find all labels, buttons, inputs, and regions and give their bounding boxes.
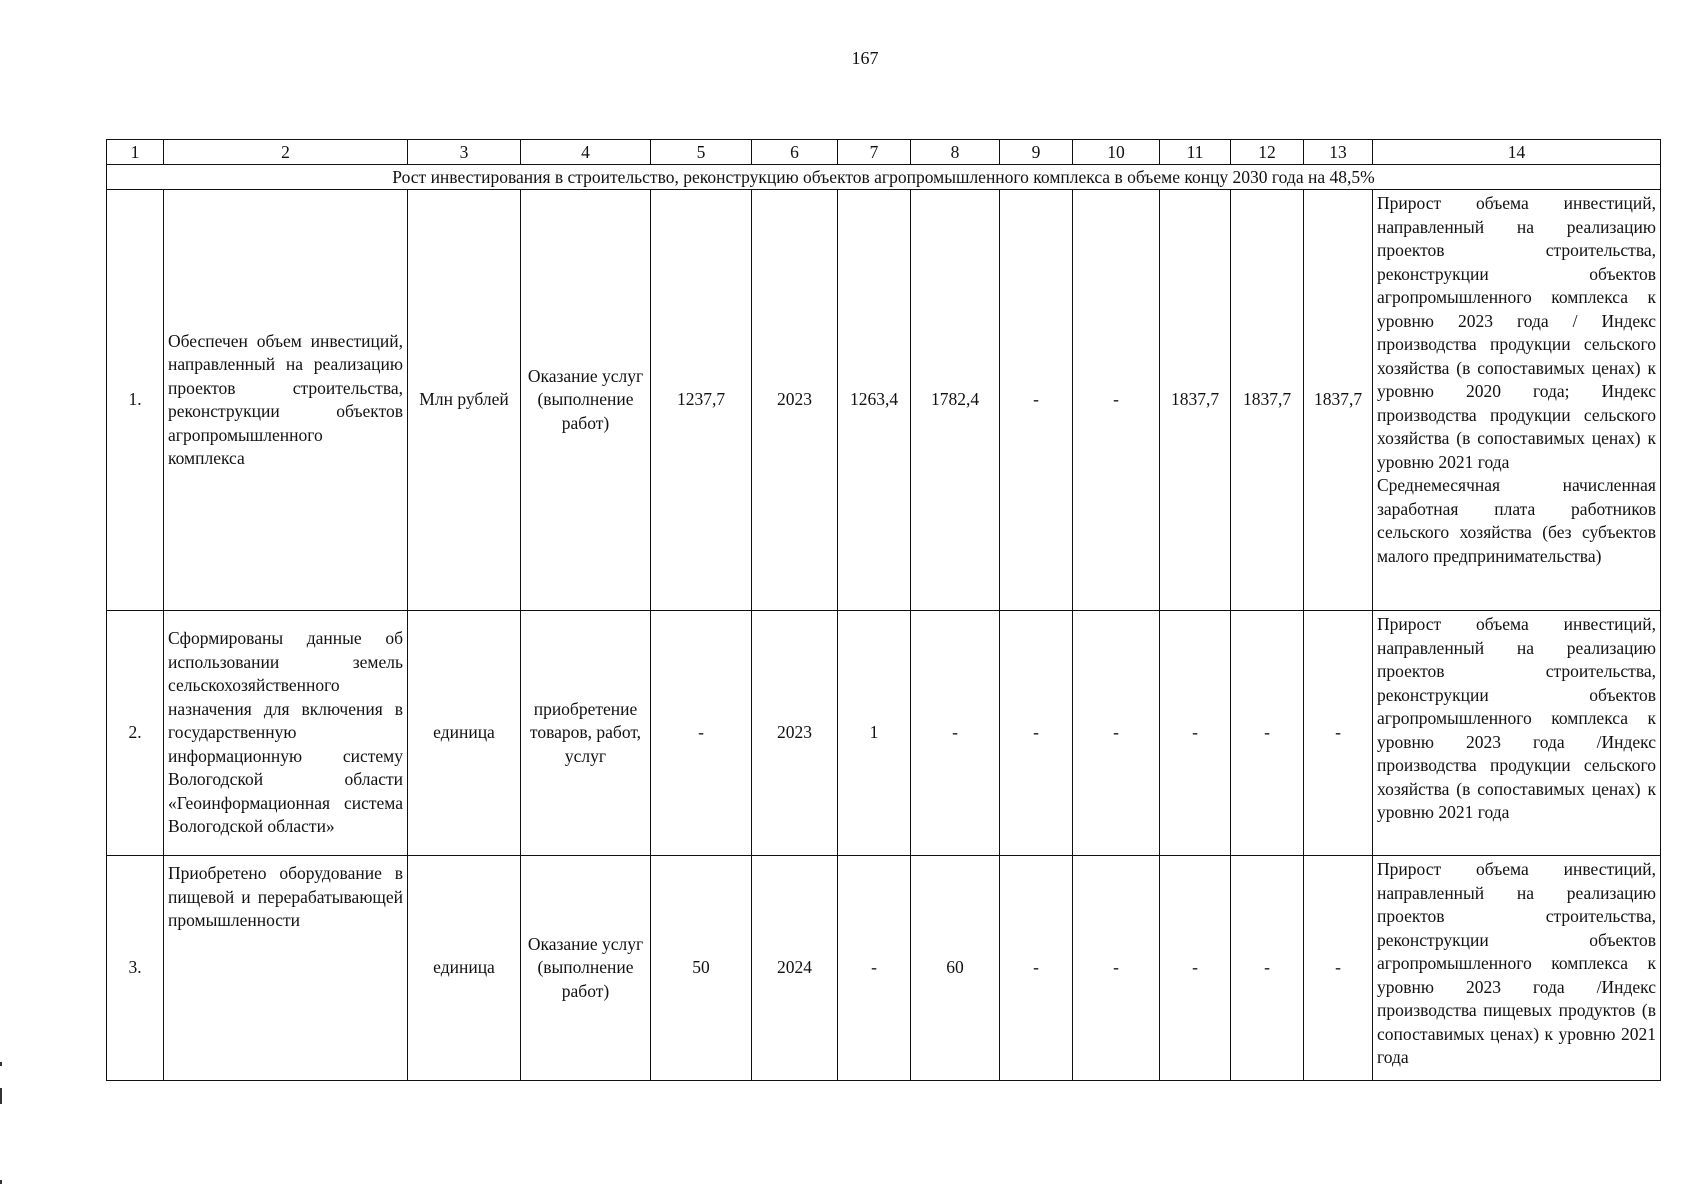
result-description: Обеспечен объем инвестиций, направленный на реализацию проектов строительства, реконструкции объектов агропромышленного комплекса: [164, 190, 408, 611]
table-row: [107, 856, 1661, 1081]
header-cell: 7: [838, 140, 911, 165]
indicator-note-text: Прирост объема инвестиций, направленный на реализацию проектов строительства, реконструкции объектов агропромышленного комплекса к уровню 2023 года / Индекс производства продукции сельского хозяйства (в сопоставимых ценах) к уровню 2020 года; Индекс производства продукции сельского хозяйства (в сопоставимых ценах) к уровню 2021 года: [1377, 193, 1656, 472]
value-cell: 50: [651, 856, 752, 1081]
value-cell: -: [1304, 856, 1373, 1081]
row-number: 2.: [107, 611, 164, 856]
indicator-note: Прирост объема инвестиций, направленный на реализацию проектов строительства, реконструкции объектов агропромышленного комплекса к уровню 2023 года /Индекс производства пищевых продуктов (в сопоставимых ценах) к уровню 2021 года: [1373, 856, 1661, 1081]
result-description: Сформированы данные об использовании земель сельскохозяйственного назначения для включения в государственную информационную систему Вологодской области «Геоинформационная система Вологодской области»: [164, 611, 408, 856]
value-cell: 1: [838, 611, 911, 856]
value-cell: 1837,7: [1160, 190, 1231, 611]
value-cell: -: [1073, 856, 1160, 1081]
value-cell: 1837,7: [1304, 190, 1373, 611]
page-number: 167: [851, 48, 879, 68]
value-cell: 1263,4: [838, 190, 911, 611]
unit-cell: Млн рублей: [408, 190, 521, 611]
value-cell: -: [1231, 856, 1304, 1081]
value-cell: -: [1160, 856, 1231, 1081]
value-cell: -: [1073, 190, 1160, 611]
table-row: [107, 190, 1661, 611]
unit-cell: единица: [408, 611, 521, 856]
value-cell: -: [1231, 611, 1304, 856]
value-cell: -: [651, 611, 752, 856]
value-cell: -: [1000, 611, 1073, 856]
header-cell: 10: [1073, 140, 1160, 165]
type-cell: Оказание услуг (выполнение работ): [521, 190, 651, 611]
section-row: [107, 165, 1661, 190]
type-cell: Оказание услуг (выполнение работ): [521, 856, 651, 1081]
header-cell: 2: [164, 140, 408, 165]
header-cell: 3: [408, 140, 521, 165]
header-cell: 1: [107, 140, 164, 165]
indicator-note: [1373, 190, 1661, 611]
type-cell: приобретение товаров, работ, услуг: [521, 611, 651, 856]
header-cell: 11: [1160, 140, 1231, 165]
value-cell: -: [838, 856, 911, 1081]
value-cell: -: [1073, 611, 1160, 856]
table-row: [107, 611, 1661, 856]
header-cell: 13: [1304, 140, 1373, 165]
value-cell: -: [1160, 611, 1231, 856]
header-cell: 8: [911, 140, 1000, 165]
indicator-note-text: Среднемесячная начисленная заработная плата работников сельского хозяйства (без субъектов малого предпринимательства): [1377, 475, 1656, 566]
indicators-table: [106, 139, 1661, 1081]
scan-margin-mark: [0, 1088, 2, 1104]
unit-cell: единица: [408, 856, 521, 1081]
header-cell: 4: [521, 140, 651, 165]
scan-margin-mark: [0, 1180, 2, 1184]
result-description: Приобретено оборудование в пищевой и перерабатывающей промышленности: [164, 856, 408, 1081]
value-cell: -: [1000, 856, 1073, 1081]
value-cell: 2023: [752, 611, 838, 856]
row-number: 1.: [107, 190, 164, 611]
scan-margin-mark: [0, 1062, 2, 1066]
header-row: [107, 140, 1661, 165]
value-cell: 2024: [752, 856, 838, 1081]
value-cell: 1782,4: [911, 190, 1000, 611]
value-cell: 1237,7: [651, 190, 752, 611]
value-cell: 60: [911, 856, 1000, 1081]
value-cell: -: [1000, 190, 1073, 611]
value-cell: 1837,7: [1231, 190, 1304, 611]
value-cell: 2023: [752, 190, 838, 611]
section-title: Рост инвестирования в строительство, реконструкцию объектов агропромышленного комплекса в объеме концу 2030 года на 48,5%: [107, 165, 1661, 190]
row-number: 3.: [107, 856, 164, 1081]
value-cell: -: [1304, 611, 1373, 856]
header-cell: 9: [1000, 140, 1073, 165]
header-cell: 6: [752, 140, 838, 165]
header-cell: 5: [651, 140, 752, 165]
header-cell: 12: [1231, 140, 1304, 165]
value-cell: -: [911, 611, 1000, 856]
header-cell: 14: [1373, 140, 1661, 165]
indicator-note: Прирост объема инвестиций, направленный на реализацию проектов строительства, реконструкции объектов агропромышленного комплекса к уровню 2023 года /Индекс производства продукции сельского хозяйства (в сопоставимых ценах) к уровню 2021 года: [1373, 611, 1661, 856]
